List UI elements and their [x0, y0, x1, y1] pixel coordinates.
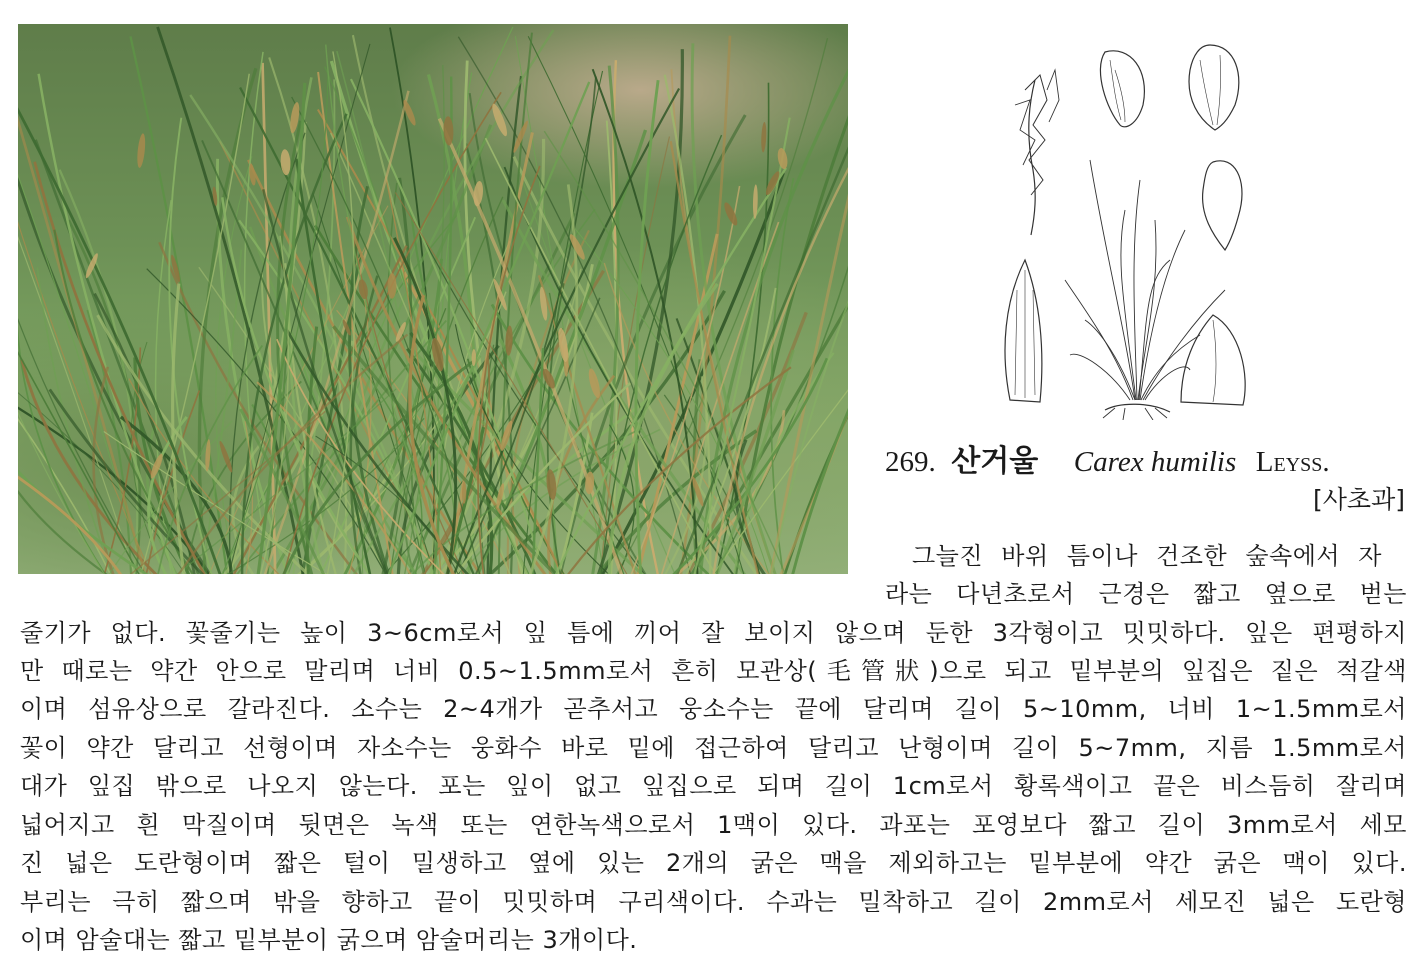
perigynium-sketch-1 — [1100, 51, 1144, 127]
seed-spike — [136, 133, 147, 168]
species-heading — [885, 442, 1405, 482]
description-line: 라는 다년초로서 근경은 짧고 옆으로 벋는 — [885, 580, 1407, 608]
scientific-name: Carex humilis — [1073, 446, 1237, 478]
botanical-illustration — [985, 30, 1260, 420]
description-line: 대가 잎집 밖으로 나오지 않는다. 포는 잎이 없고 잎집으로 되며 길이 1cm로서 황록색이고 끝은 비스듬히 잘리며 — [20, 772, 1407, 800]
leaf-sheath-sketch — [1005, 260, 1042, 402]
seed-spike — [472, 181, 484, 207]
seed-spike — [205, 439, 212, 472]
grass-tuft-sketch — [1065, 160, 1225, 420]
perigynium-sketch-2 — [1189, 45, 1239, 130]
grass-blade — [18, 88, 148, 574]
grass-blade — [18, 64, 147, 574]
grass-blade — [551, 168, 786, 574]
family-name: [사초과] — [1313, 485, 1405, 514]
description-line: 진 넓은 도란형이며 짧은 털이 밀생하고 옆에 있는 2개의 굵은 맥을 제외하고는 밑부분에 약간 굵은 맥이 있다. — [20, 849, 1407, 877]
description-line: 이며 암술대는 짧고 밑부분이 굵으며 암술머리는 3개이다. — [20, 926, 638, 954]
species-number: 269. — [885, 446, 936, 478]
description-line: 이며 섬유상으로 갈라진다. 소수는 2~4개가 곧추서고 웅소수는 끝에 달리며 길이 5~10mm, 너비 1~1.5mm로서 — [20, 695, 1407, 723]
seed-spike — [761, 122, 767, 153]
description-line: 넓어지고 흰 막질이며 뒷면은 녹색 또는 연한녹색으로서 1맥이 있다. 과포는 포영보다 짧고 길이 3mm로서 세모 — [20, 811, 1407, 839]
description-line: 부리는 극히 짧으며 밖을 향하고 끝이 밋밋하며 구리색이다. 수과는 밀착하고 길이 2mm로서 세모진 넓은 도란형 — [20, 888, 1407, 916]
grass-blades-drawing — [18, 24, 848, 574]
description-line: 꽃이 약간 달리고 선형이며 자소수는 웅화수 바로 밑에 접근하여 달리고 난형이며 길이 5~7mm, 지름 1.5mm로서 — [20, 734, 1407, 762]
plant-photograph — [18, 24, 848, 574]
spike-stem — [1029, 80, 1035, 235]
seed-spike — [149, 453, 165, 480]
perigynium-sketch-3 — [1203, 161, 1242, 250]
description-line: 그늘진 바위 틈이나 건조한 숲속에서 자 — [912, 542, 1382, 570]
author-citation: Leyss. — [1255, 446, 1330, 478]
description-line: 만 때로는 약간 안으로 말리며 너비 0.5~1.5mm로서 흔히 모관상(毛管狀)으로 되고 밑부분의 잎집은 짙은 적갈색 — [20, 657, 1407, 685]
seed-spike — [490, 102, 510, 137]
description-line: 줄기가 없다. 꽃줄기는 높이 3~6cm로서 잎 틈에 끼어 잘 보이지 않으며 둔한 3각형이고 밋밋하다. 잎은 편평하지 — [20, 619, 1407, 647]
korean-name: 산거울 — [951, 444, 1039, 479]
seed-spike — [776, 147, 789, 170]
